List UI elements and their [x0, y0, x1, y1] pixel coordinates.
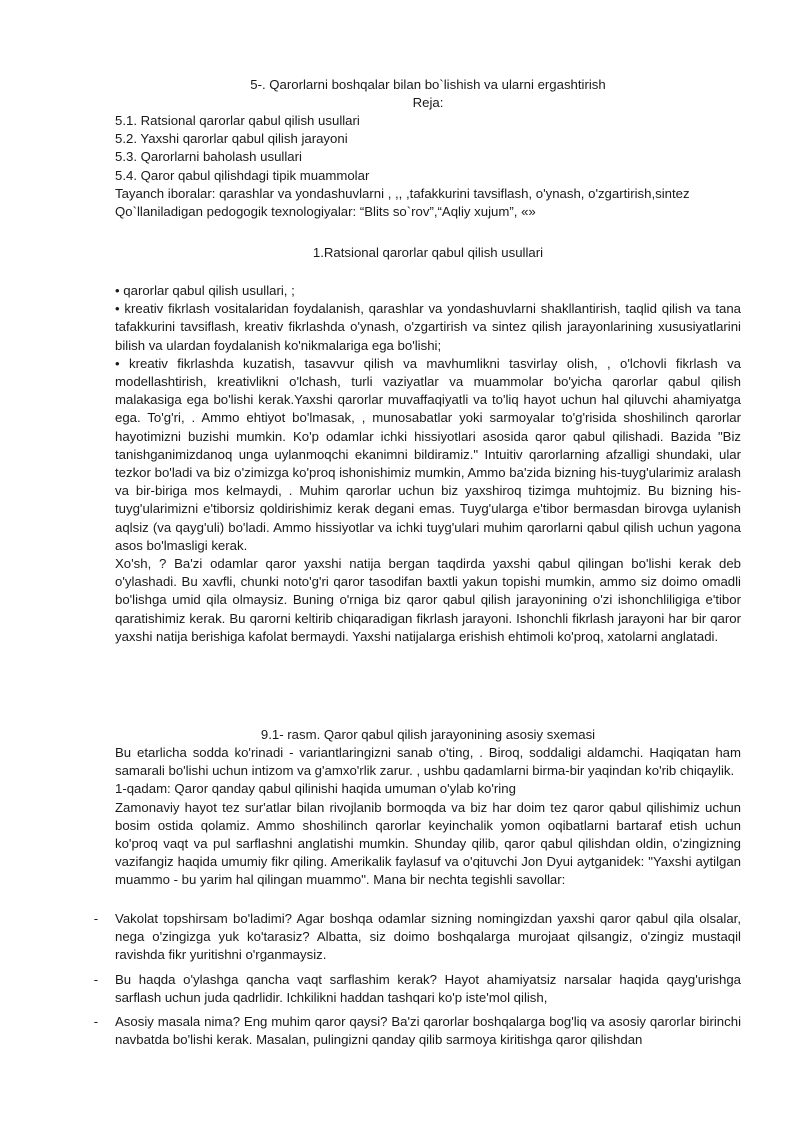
document-title: 5-. Qarorlarni boshqalar bilan bo`lishish va ularni ergashtirish — [250, 77, 606, 92]
questions-list — [93, 910, 741, 1049]
plan-item-4: 5.4. Qaror qabul qilishdagi tipik muammolar — [115, 167, 370, 183]
question-text-1: Vakolat topshirsam bo'ladimi? Agar boshqa odamlar sizning nomingizdan yaxshi qaror qabul qila olsalar, nega o'zingizga yuk ko'tarasiz? Albatta, siz doimo boshqalarga murojaat qilsangiz, o'zingiz mustaqil ravishda fikr yuritishni o'rganmaysiz. — [115, 911, 741, 963]
plan-item-2: 5.2. Yaxshi qarorlar qabul qilish jarayoni — [115, 131, 348, 147]
section-1-body — [115, 282, 741, 646]
reja-label: Reja: — [412, 95, 444, 111]
dash-bullet: - — [93, 1014, 99, 1030]
paragraph-xosh: Xo'sh, ? Ba'zi odamlar qaror yaxshi natija bergan taqdirda yaxshi qabul qilingan bo'lishi kerak deb o'ylashadi. Bu xavfli, chunki noto'g'ri qaror tasodifan baxtli yakun topishi mumkin, ammo siz doimo omadli bo'lishga umid qila olmaysiz. Buning o'rniga biz qaror qabul qilish jarayonining o'zi ishonchliligiga e'tibor qaratishimiz kerak. Bu qarorni keltirib chiqaradigan fikrlash jarayoni. Ishonchli fikrlash jarayoni har bir qaror yaxshi natija berishiga kafolat bermaydi. Yaxshi natijalarga erishish ehtimoli ko'proq, xatolarni anglatadi. — [115, 556, 741, 644]
tayanch-iboralar: Tayanch iboralar: qarashlar va yondashuvlarni , ,, ,tafakkurini tavsiflash, o'ynash, o'zgartirish,sintez — [115, 185, 690, 201]
section-1-heading: 1.Ratsional qarorlar qabul qilish usullari — [312, 245, 544, 260]
dash-bullet: - — [93, 971, 99, 987]
question-item-1 — [93, 910, 741, 965]
document-header — [115, 76, 741, 112]
plan-item-3: 5.3. Qarorlarni baholash usullari — [115, 149, 302, 165]
paragraph-zamonaviy: Zamonaviy hayot tez sur'atlar bilan rivojlanib bormoqda va biz har doim tez qaror qabul qilishimiz uchun bosim ostida qolamiz. Ammo shoshilinch qarorlar keyinchalik yomon oqibatlarni bartaraf etish uchun ko'proq vaqt va pul sarflashni anglatishi mumkin. Shunday qilib, qaror qabul qilishdan oldin, o'zingizning vazifangiz haqida umumiy fikr qiling. Amerikalik faylasuf va o'qituvchi Jon Dyui aytganidek: "Yaxshi aytilgan muammo - bu yarim hal qilingan muammo". Mana bir nechta tegishli savollar: — [115, 799, 741, 888]
plan-list — [115, 112, 741, 221]
pedagogik-texnologiyalar: Qo`llaniladigan pedogogik texnologiyalar: “Blits so`rov”,“Aqliy xujum”, «» — [115, 204, 536, 220]
bullet-item-2: • kreativ fikrlash vositalaridan foydalanish, qarashlar va yondashuvlarni shakllantirish, taqlid qilish va tana tafakkurini tavsiflash, kreativ fikrlashda o'ynash, o'zgartirish va sintez qilish jarayonlarining xususiyatlarini bilish va ulardan foydalanish ko'nikmalariga ega bo'lishi; — [115, 301, 741, 353]
step-1-heading: 1-qadam: Qaror qanday qabul qilinishi haqida umuman o'ylab ko'ring — [115, 781, 516, 797]
figure-caption-wrap — [115, 726, 741, 744]
question-item-2 — [93, 971, 741, 1007]
section-2-body — [115, 744, 741, 890]
question-text-3: Asosiy masala nima? Eng muhim qaror qaysi? Ba'zi qarorlar boshqalarga bog'liq va asosiy qarorlar birinchi navbatda bo'lishi kerak. Masalan, pulingizni qanday qilib sarmoya kiritishga qaror qilishdan — [115, 1014, 741, 1048]
dash-bullet: - — [93, 911, 99, 926]
paragraph-sodda: Bu etarlicha sodda ko'rinadi - variantlaringizni sanab o'ting, . Biroq, soddaligi aldamchi. Haqiqatan ham samarali bo'lishi uchun intizom va g'amxo'rlik zarur. , ushbu qadamlarni birma-bir yaqindan ko'rib chiqaylik. — [115, 745, 741, 779]
figure-caption: 9.1- rasm. Qaror qabul qilish jarayonining asosiy sxemasi — [260, 727, 596, 742]
question-text-2: Bu haqda o'ylashga qancha vaqt sarflashim kerak? Hayot ahamiyatsiz narsalar haqida qayg'urishga sarflash uchun juda qadrlidir. Ichkilikni haddan tashqari ko'p iste'mol qilish, — [115, 971, 741, 1005]
bullet-item-3: • kreativ fikrlashda kuzatish, tasavvur qilish va mavhumlikni tasvirlay olish, , o'lchovli fikrlash va modellashtirish, kreativlikni o'lchash, turli vaziyatlar va muammolar bo'yicha qarorlar qabul qilish malakasiga ega bo'lishi kerak.Yaxshi qarorlar muvaffaqiyatli va to'liq hayot uchun hal qiluvchi ahamiyatga ega. To'g'ri, . Ammo ehtiyot bo'lmasak, , munosabatlar yoki sarmoyalar to'g'risida shoshilinch qarorlar hayotimizni buzishi mumkin. Ko'p odamlar ichki hissiyotlari asosida qaror qabul qilishadi. Bazida "Biz tanishganimizdanoq unga uylanmoqchi ekanimni bildiramiz." Intuitiv qarorlarning afzalligi shundaki, ular tezkor bo'ladi va biz o'zimizga ko'proq ishonishimiz mumkin, Ammo ba'zida bizning his-tuyg'ularimiz aralash va bir-biriga mos kelmaydi, . Muhim qarorlar uchun biz yaxshiroq tizimga muhtojmiz. Bu bizning his-tuyg'ularimizni e'tiborsiz qoldirishimiz kerak degani emas. Tuyg'ularga e'tibor bermasdan birovga uylanish aqlsiz (va qayg'uli) bo'ladi. Ammo hissiyotlar va ichki tuyg'ulari muhim qarorlarni qabul qilish uchun yagona asos bo'lmasligi kerak. — [115, 355, 741, 553]
section-1-heading-wrap — [115, 244, 741, 262]
question-item-3 — [93, 1013, 741, 1049]
bullet-item-1: • qarorlar qabul qilish usullari, ; — [115, 283, 295, 298]
plan-item-1: 5.1. Ratsional qarorlar qabul qilish usullari — [115, 113, 360, 128]
